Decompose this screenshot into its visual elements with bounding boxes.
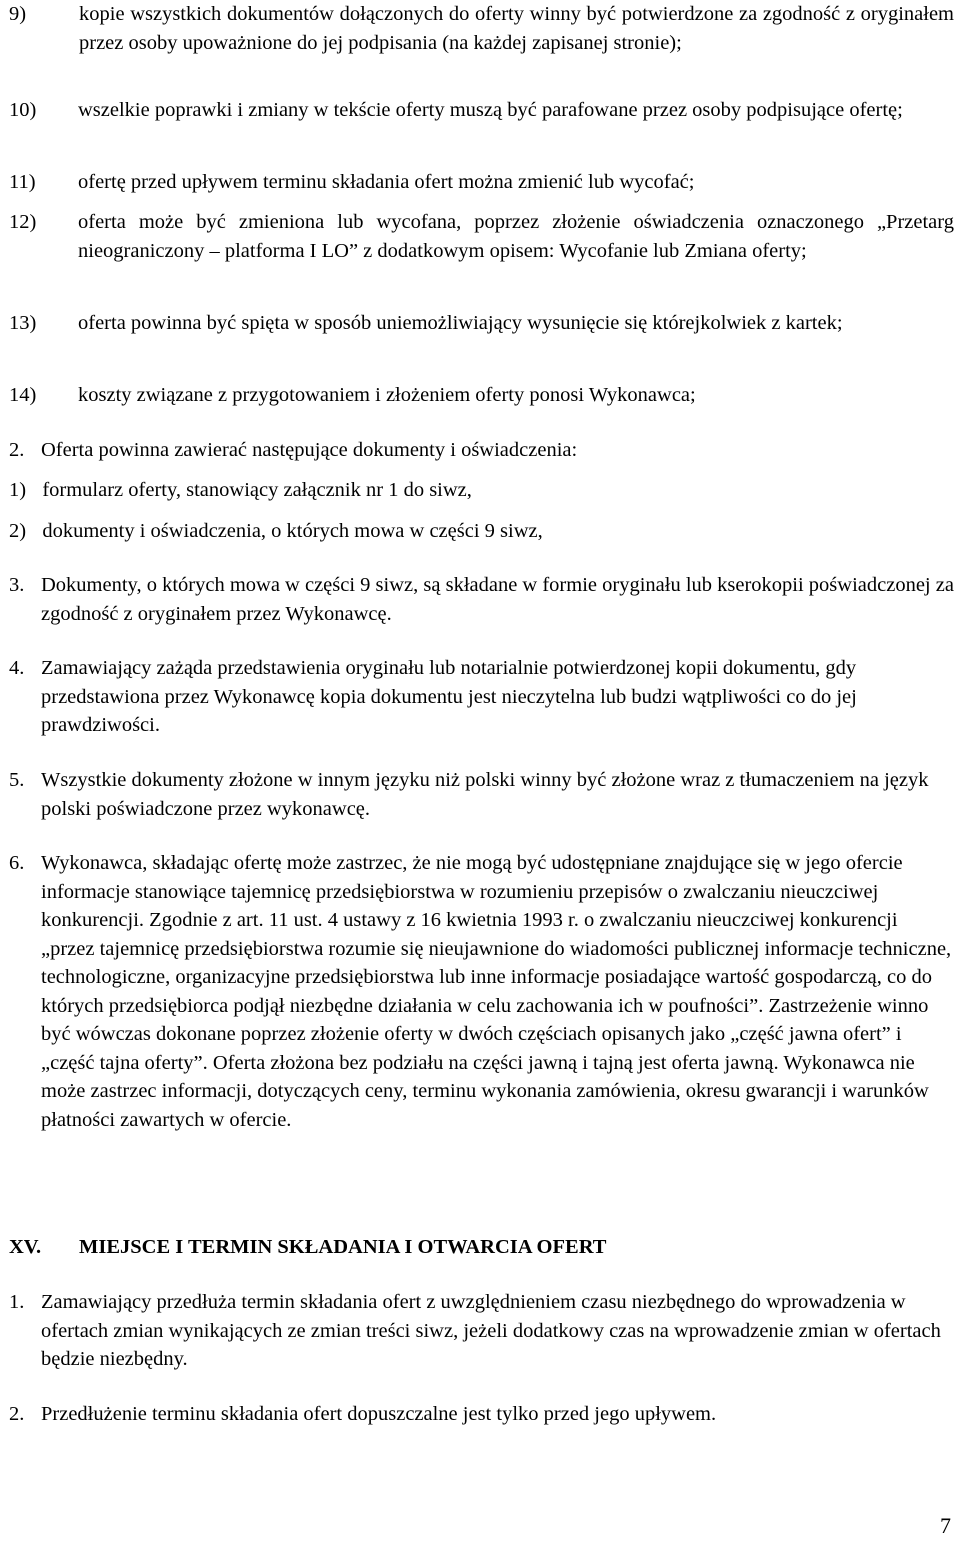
list-item-number: 9) bbox=[9, 3, 27, 25]
section-5 bbox=[9, 766, 954, 823]
section-number: 5. bbox=[9, 769, 25, 791]
section-2 bbox=[9, 436, 954, 465]
section-6 bbox=[9, 849, 954, 1134]
list-item-text: wszelkie poprawki i zmiany w tekście oferty muszą być parafowane przez osoby podpisujące ofertę; bbox=[78, 99, 903, 121]
section-text: Przedłużenie terminu składania ofert dopuszczalne jest tylko przed jego upływem. bbox=[41, 1403, 717, 1425]
section-text: Zamawiający przedłuża termin składania ofert z uwzględnieniem czasu niezbędnego do wprowadzenia w ofertach zmian wynikających ze zmian treści siwz, jeżeli dodatkowy czas na wprowadzenie zmian w ofertach będzie niezbędny. bbox=[41, 1291, 941, 1370]
section-number: 4. bbox=[9, 657, 25, 679]
section-number: 2. bbox=[9, 1403, 25, 1425]
section-text: Dokumenty, o których mowa w części 9 siwz, są składane w formie oryginału lub kserokopii poświadczonej za zgodność z oryginałem przez Wykonawcę. bbox=[41, 574, 954, 625]
list-item-text: oferta powinna być spięta w sposób uniemożliwiający wysunięcie się którejkolwiek z kartek; bbox=[78, 312, 843, 334]
section-3 bbox=[9, 571, 954, 628]
list-item-text: ofertę przed upływem terminu składania ofert można zmienić lub wycofać; bbox=[78, 171, 695, 193]
section-4 bbox=[9, 654, 954, 740]
section-text: Wszystkie dokumenty złożone w innym języku niż polski winny być złożone wraz z tłumaczeniem na język polski poświadczone przez wykonawcę. bbox=[41, 769, 929, 820]
subitem-text: formularz oferty, stanowiący załącznik nr 1 do siwz, bbox=[42, 479, 472, 501]
section-number: 2. bbox=[9, 439, 25, 461]
section-2-subitem-2 bbox=[9, 517, 954, 546]
list-item-number: 14) bbox=[9, 384, 37, 406]
section-text: Zamawiający zażąda przedstawienia oryginału lub notarialnie potwierdzonej kopii dokumentu, gdy przedstawiona przez Wykonawcę kopia dokumentu jest nieczytelna lub budzi wątpliwości co do jej prawdziwości. bbox=[41, 657, 857, 736]
heading-text: MIEJSCE I TERMIN SKŁADANIA I OTWARCIA OFERT bbox=[79, 1236, 607, 1258]
section-number: 1. bbox=[9, 1291, 25, 1313]
section-number: 3. bbox=[9, 574, 25, 596]
list-item-number: 13) bbox=[9, 312, 37, 334]
list-item-number: 10) bbox=[9, 99, 37, 121]
list-item-number: 12) bbox=[9, 211, 37, 233]
subitem-text: dokumenty i oświadczenia, o których mowa w części 9 siwz, bbox=[42, 520, 543, 542]
heading-number: XV. bbox=[9, 1236, 42, 1258]
list-item-number: 11) bbox=[9, 171, 36, 193]
section-2-subitem-1 bbox=[9, 476, 954, 505]
xv-item-1 bbox=[9, 1288, 954, 1374]
list-item-13 bbox=[9, 309, 954, 338]
list-item-14 bbox=[9, 381, 954, 410]
page-number: 7 bbox=[940, 1513, 951, 1538]
list-item-text: kopie wszystkich dokumentów dołączonych do oferty winny być potwierdzone za zgodność z oryginałem przez osoby upoważnione do jej podpisania (na każdej zapisanej stronie); bbox=[79, 3, 954, 54]
section-text: Wykonawca, składając ofertę może zastrzec, że nie mogą być udostępniane znajdujące się w jego ofercie informacje stanowiące tajemnicę przedsiębiorstwa w rozumieniu przepisów o zwalczaniu nieuczciwej konkurencji. Zgodnie z art. 11 ust. 4 ustawy z 16 kwietnia 1993 r. o zwalczaniu nieuczciwej konkurencji „przez tajemnicę przedsiębiorstwa rozumie się nieujawnione do wiadomości publicznej informacje techniczne, technologiczne, organizacyjne przedsiębiorstwa lub inne informacje posiadające wartość gospodarczą, co do których przedsiębiorca podjął niezbędne działania w celu zachowania ich w poufności”. Zastrzeżenie winno być wówczas dokonane poprzez złożenie oferty w dwóch częściach opisanych jako „część jawna ofert” i „część tajna oferty”. Oferta złożona bez podziału na części jawną i tajną jest oferta jawną. Wykonawca nie może zastrzec informacji, dotyczących ceny, terminu wykonania zamówienia, okresu gwarancji i warunków płatności zawartych w ofercie. bbox=[41, 852, 952, 1131]
list-item-11 bbox=[9, 168, 954, 197]
list-item-10 bbox=[9, 96, 954, 125]
list-item-text: koszty związane z przygotowaniem i złożeniem oferty ponosi Wykonawca; bbox=[78, 384, 696, 406]
xv-item-2 bbox=[9, 1400, 954, 1429]
list-item-9 bbox=[9, 0, 954, 57]
section-text: Oferta powinna zawierać następujące dokumenty i oświadczenia: bbox=[41, 439, 578, 461]
list-item-12 bbox=[9, 208, 954, 265]
subitem-number: 2) bbox=[9, 520, 27, 542]
subitem-number: 1) bbox=[9, 479, 27, 501]
list-item-text: oferta może być zmieniona lub wycofana, poprzez złożenie oświadczenia oznaczonego „Przetarg nieograniczony – platforma I LO” z dodatkowym opisem: Wycofanie lub Zmiana oferty; bbox=[78, 211, 954, 262]
section-number: 6. bbox=[9, 852, 25, 874]
